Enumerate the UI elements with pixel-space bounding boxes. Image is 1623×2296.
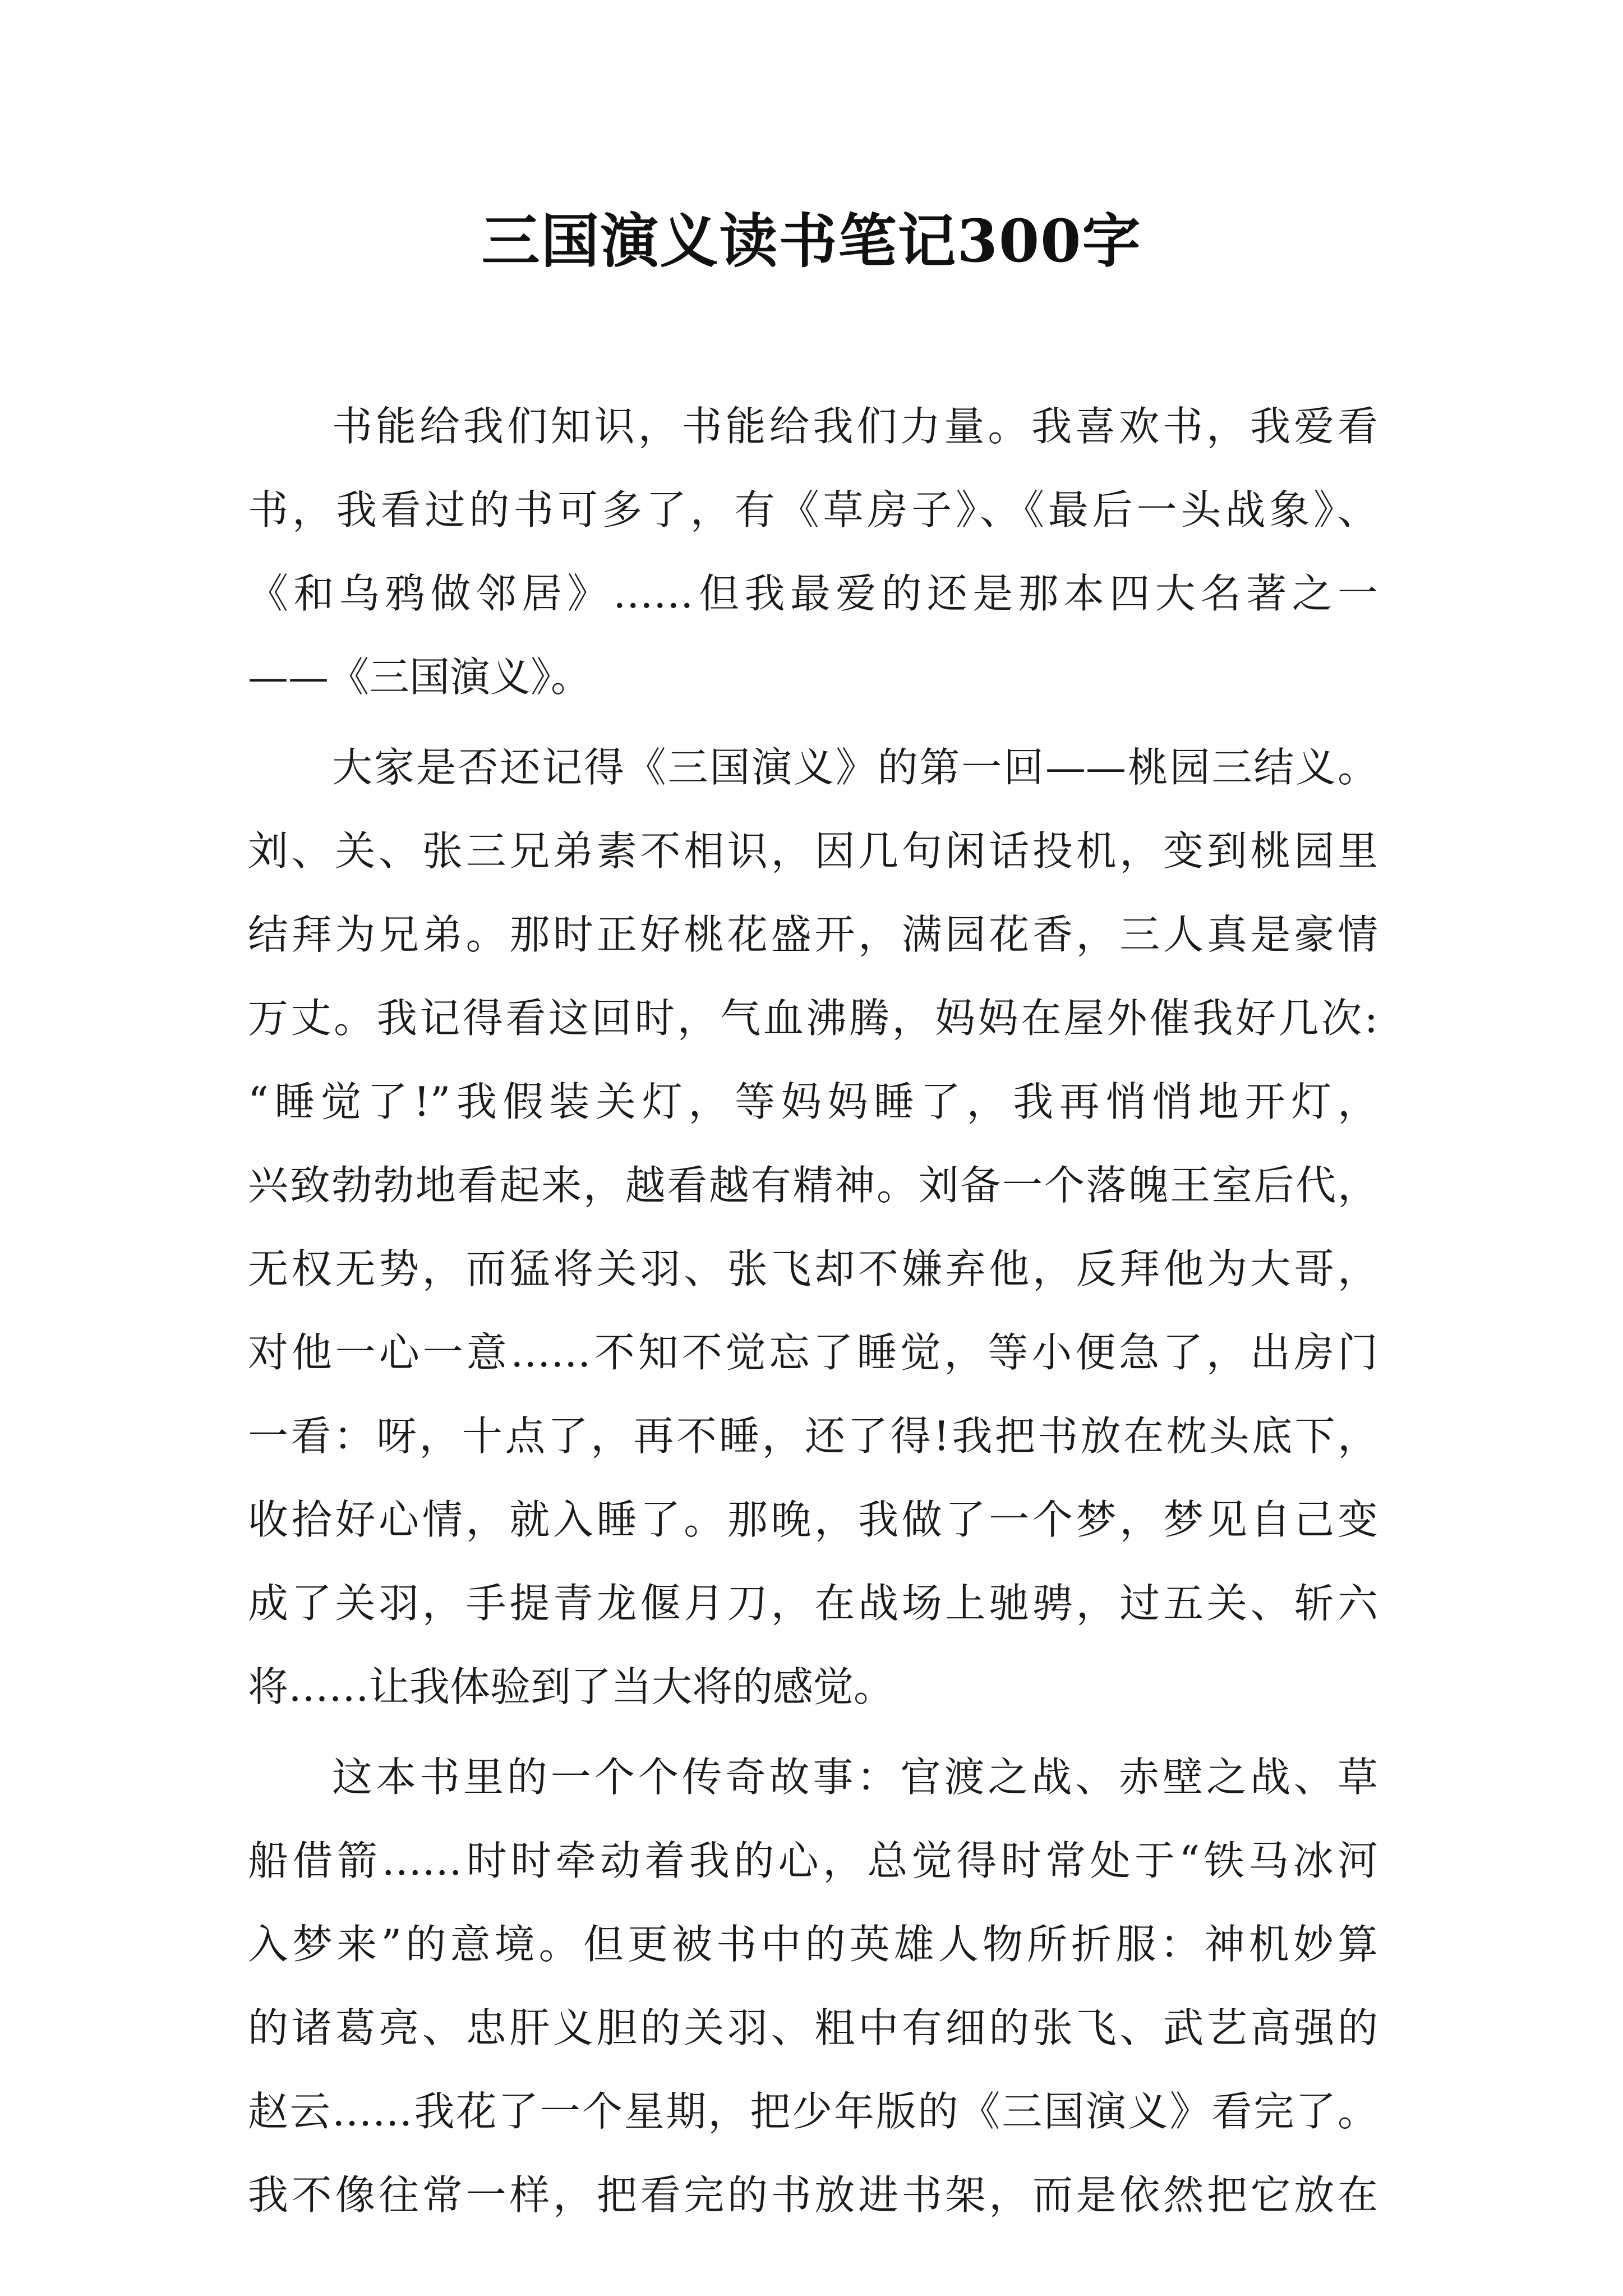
paragraph-gap (248, 1729, 1378, 1736)
paragraph-3-line-5: 赵云……我花了一个星期，把少年版的《三国演义》看完了。 (248, 2088, 1378, 2135)
paragraph-1-line-1: 书能给我们知识，书能给我们力量。我喜欢书，我爱看 (332, 403, 1378, 450)
paragraph-2-line-11: 成了关羽，手提青龙偃月刀，在战场上驰骋，过五关、斩六 (248, 1580, 1378, 1627)
document-body (248, 385, 1378, 2237)
paragraph-2-line-4: 万丈。我记得看这回时，气血沸腾，妈妈在屋外催我好几次: (248, 995, 1378, 1042)
paragraph-2-line-2: 刘、关、张三兄弟素不相识，因几句闲话投机，变到桃园里 (248, 827, 1378, 875)
paragraph-3-line-4: 的诸葛亮、忠肝义胆的关羽、粗中有细的张飞、武艺高强的 (248, 2004, 1378, 2051)
paragraph-2-line-1: 大家是否还记得《三国演义》的第一回——桃园三结义。 (332, 744, 1378, 791)
paragraph-1-line-3: 《和乌鸦做邻居》……但我最爱的还是那本四大名著之一 (248, 570, 1378, 617)
paragraph-2-line-7: 无权无势，而猛将关羽、张飞却不嫌弃他，反拜他为大哥， (248, 1245, 1378, 1292)
paragraph-2-line-5: “睡觉了!”我假装关灯，等妈妈睡了，我再悄悄地开灯， (248, 1078, 1378, 1125)
paragraph-1-line-4: ——《三国演义》。 (248, 654, 592, 701)
paragraph-2-line-3: 结拜为兄弟。那时正好桃花盛开，满园花香，三人真是豪情 (248, 911, 1378, 958)
paragraph-2-line-9: 一看：呀，十点了，再不睡，还了得!我把书放在枕头底下， (248, 1412, 1378, 1460)
paragraph-3-line-6: 我不像往常一样，把看完的书放进书架，而是依然把它放在 (248, 2171, 1378, 2219)
paragraph-3-line-1: 这本书里的一个个传奇故事：官渡之战、赤壁之战、草 (332, 1754, 1378, 1801)
paragraph-gap (248, 719, 1378, 726)
paragraph-2-line-12: 将……让我体验到了当大将的感觉。 (248, 1663, 895, 1710)
paragraph-1-line-2: 书，我看过的书可多了，有《草房子》、《最后一头战象》、 (248, 486, 1378, 533)
paragraph-2-line-8: 对他一心一意……不知不觉忘了睡觉，等小便急了，出房门 (248, 1329, 1378, 1376)
paragraph-2-line-6: 兴致勃勃地看起来，越看越有精神。刘备一个落魄王室后代， (248, 1162, 1378, 1209)
document-title: 三国演义读书笔记300字 (481, 206, 1142, 275)
paragraph-3-line-3: 入梦来”的意境。但更被书中的英雄人物所折服：神机妙算 (248, 1921, 1378, 1968)
paragraph-2-line-10: 收拾好心情，就入睡了。那晚，我做了一个梦，梦见自己变 (248, 1496, 1378, 1543)
paragraph-3-line-2: 船借箭……时时牵动着我的心，总觉得时常处于“铁马冰河 (248, 1837, 1378, 1884)
